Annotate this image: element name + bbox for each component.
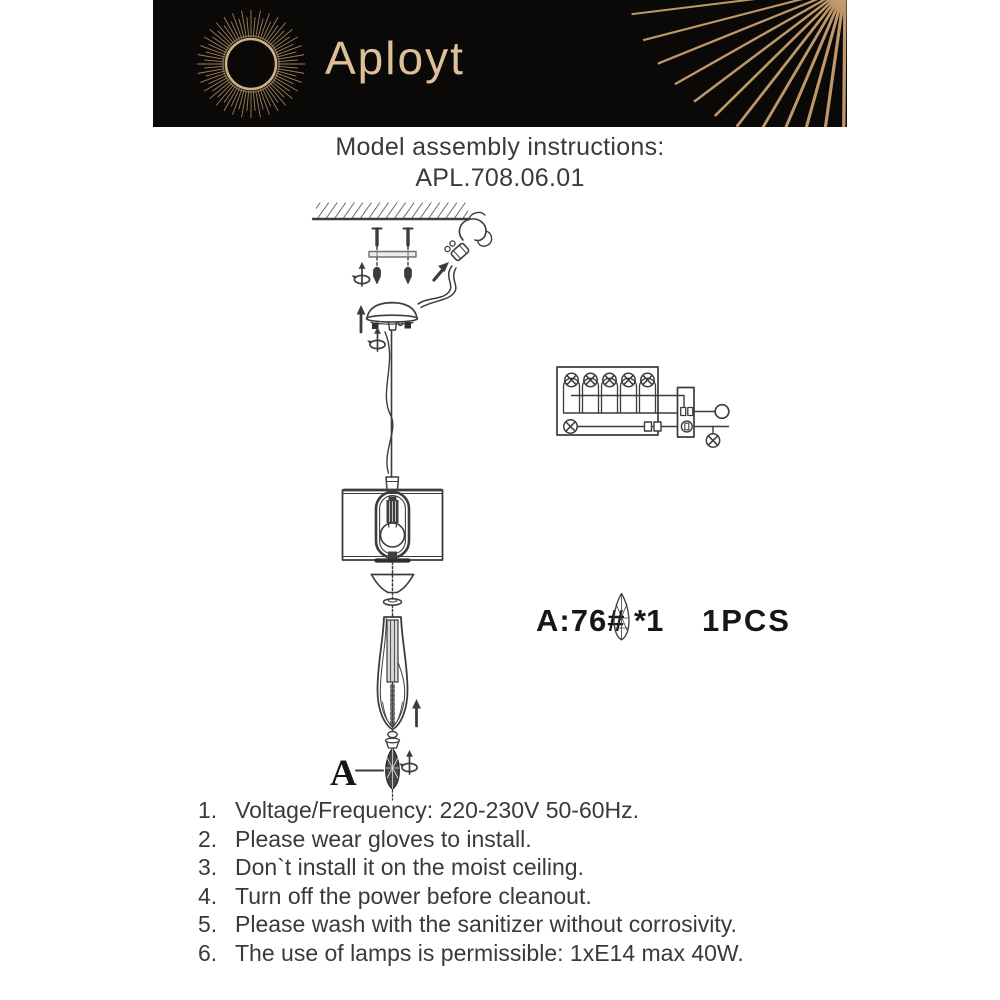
item-number: 1. bbox=[198, 797, 218, 823]
list-item bbox=[198, 939, 744, 968]
suspension-cord bbox=[385, 330, 393, 477]
part-qty: *1 bbox=[634, 603, 664, 638]
corner-rays-decoration bbox=[587, 0, 847, 127]
item-text: Please wear gloves to install. bbox=[235, 825, 532, 852]
brand-banner bbox=[153, 0, 847, 127]
page-title: Model assembly instructions: bbox=[335, 133, 665, 161]
part-label: A bbox=[330, 753, 357, 794]
wire-and-connector bbox=[418, 212, 492, 307]
list-item bbox=[198, 796, 744, 825]
lamp-socket-cover bbox=[386, 477, 399, 490]
bulb-holder bbox=[376, 492, 409, 561]
item-text: Please wash with the sanitizer without corrosivity. bbox=[235, 911, 737, 938]
part-pcs: 1PCS bbox=[702, 603, 791, 638]
lamp-symbol-icon bbox=[706, 434, 719, 447]
rotate-icon bbox=[352, 262, 370, 286]
model-number: APL.708.06.01 bbox=[415, 164, 585, 192]
item-number: 5. bbox=[198, 911, 218, 938]
list-item bbox=[198, 853, 744, 882]
parts-quantity bbox=[536, 594, 791, 640]
mounting-bracket bbox=[369, 252, 416, 258]
item-number: 4. bbox=[198, 882, 218, 909]
wiring-diagram bbox=[557, 367, 729, 447]
up-arrow-icon bbox=[412, 699, 421, 726]
list-item bbox=[198, 825, 744, 854]
crystal-pendant bbox=[386, 749, 400, 801]
assembly-diagram bbox=[0, 190, 1000, 802]
item-text: Don`t install it on the moist ceiling. bbox=[235, 854, 584, 881]
ceiling bbox=[313, 203, 469, 220]
title-block bbox=[0, 132, 1000, 194]
item-text: Turn off the power before cleanout. bbox=[235, 882, 592, 909]
list-item bbox=[198, 910, 744, 939]
part-code: A:76# bbox=[536, 603, 626, 638]
lamp-symbol-icon bbox=[564, 420, 577, 433]
brand-name: Aployt bbox=[325, 32, 465, 84]
glass-drop bbox=[378, 617, 408, 730]
item-number: 6. bbox=[198, 939, 218, 966]
set-screw bbox=[405, 322, 412, 329]
item-text: The use of lamps is permissible: 1xE14 max 40W. bbox=[235, 939, 744, 966]
instruction-list bbox=[198, 796, 744, 968]
item-number: 3. bbox=[198, 854, 218, 881]
light-bulb bbox=[381, 523, 405, 547]
item-number: 2. bbox=[198, 825, 218, 852]
rotate-icon bbox=[367, 327, 385, 351]
list-item bbox=[198, 882, 744, 911]
starburst-logo-icon bbox=[193, 6, 309, 122]
finial-assembly bbox=[372, 562, 414, 616]
rotate-icon bbox=[399, 750, 417, 774]
item-text: Voltage/Frequency: 220-230V 50-60Hz. bbox=[235, 797, 640, 823]
up-arrow-icon bbox=[357, 305, 366, 332]
crystal-chain bbox=[386, 730, 400, 749]
